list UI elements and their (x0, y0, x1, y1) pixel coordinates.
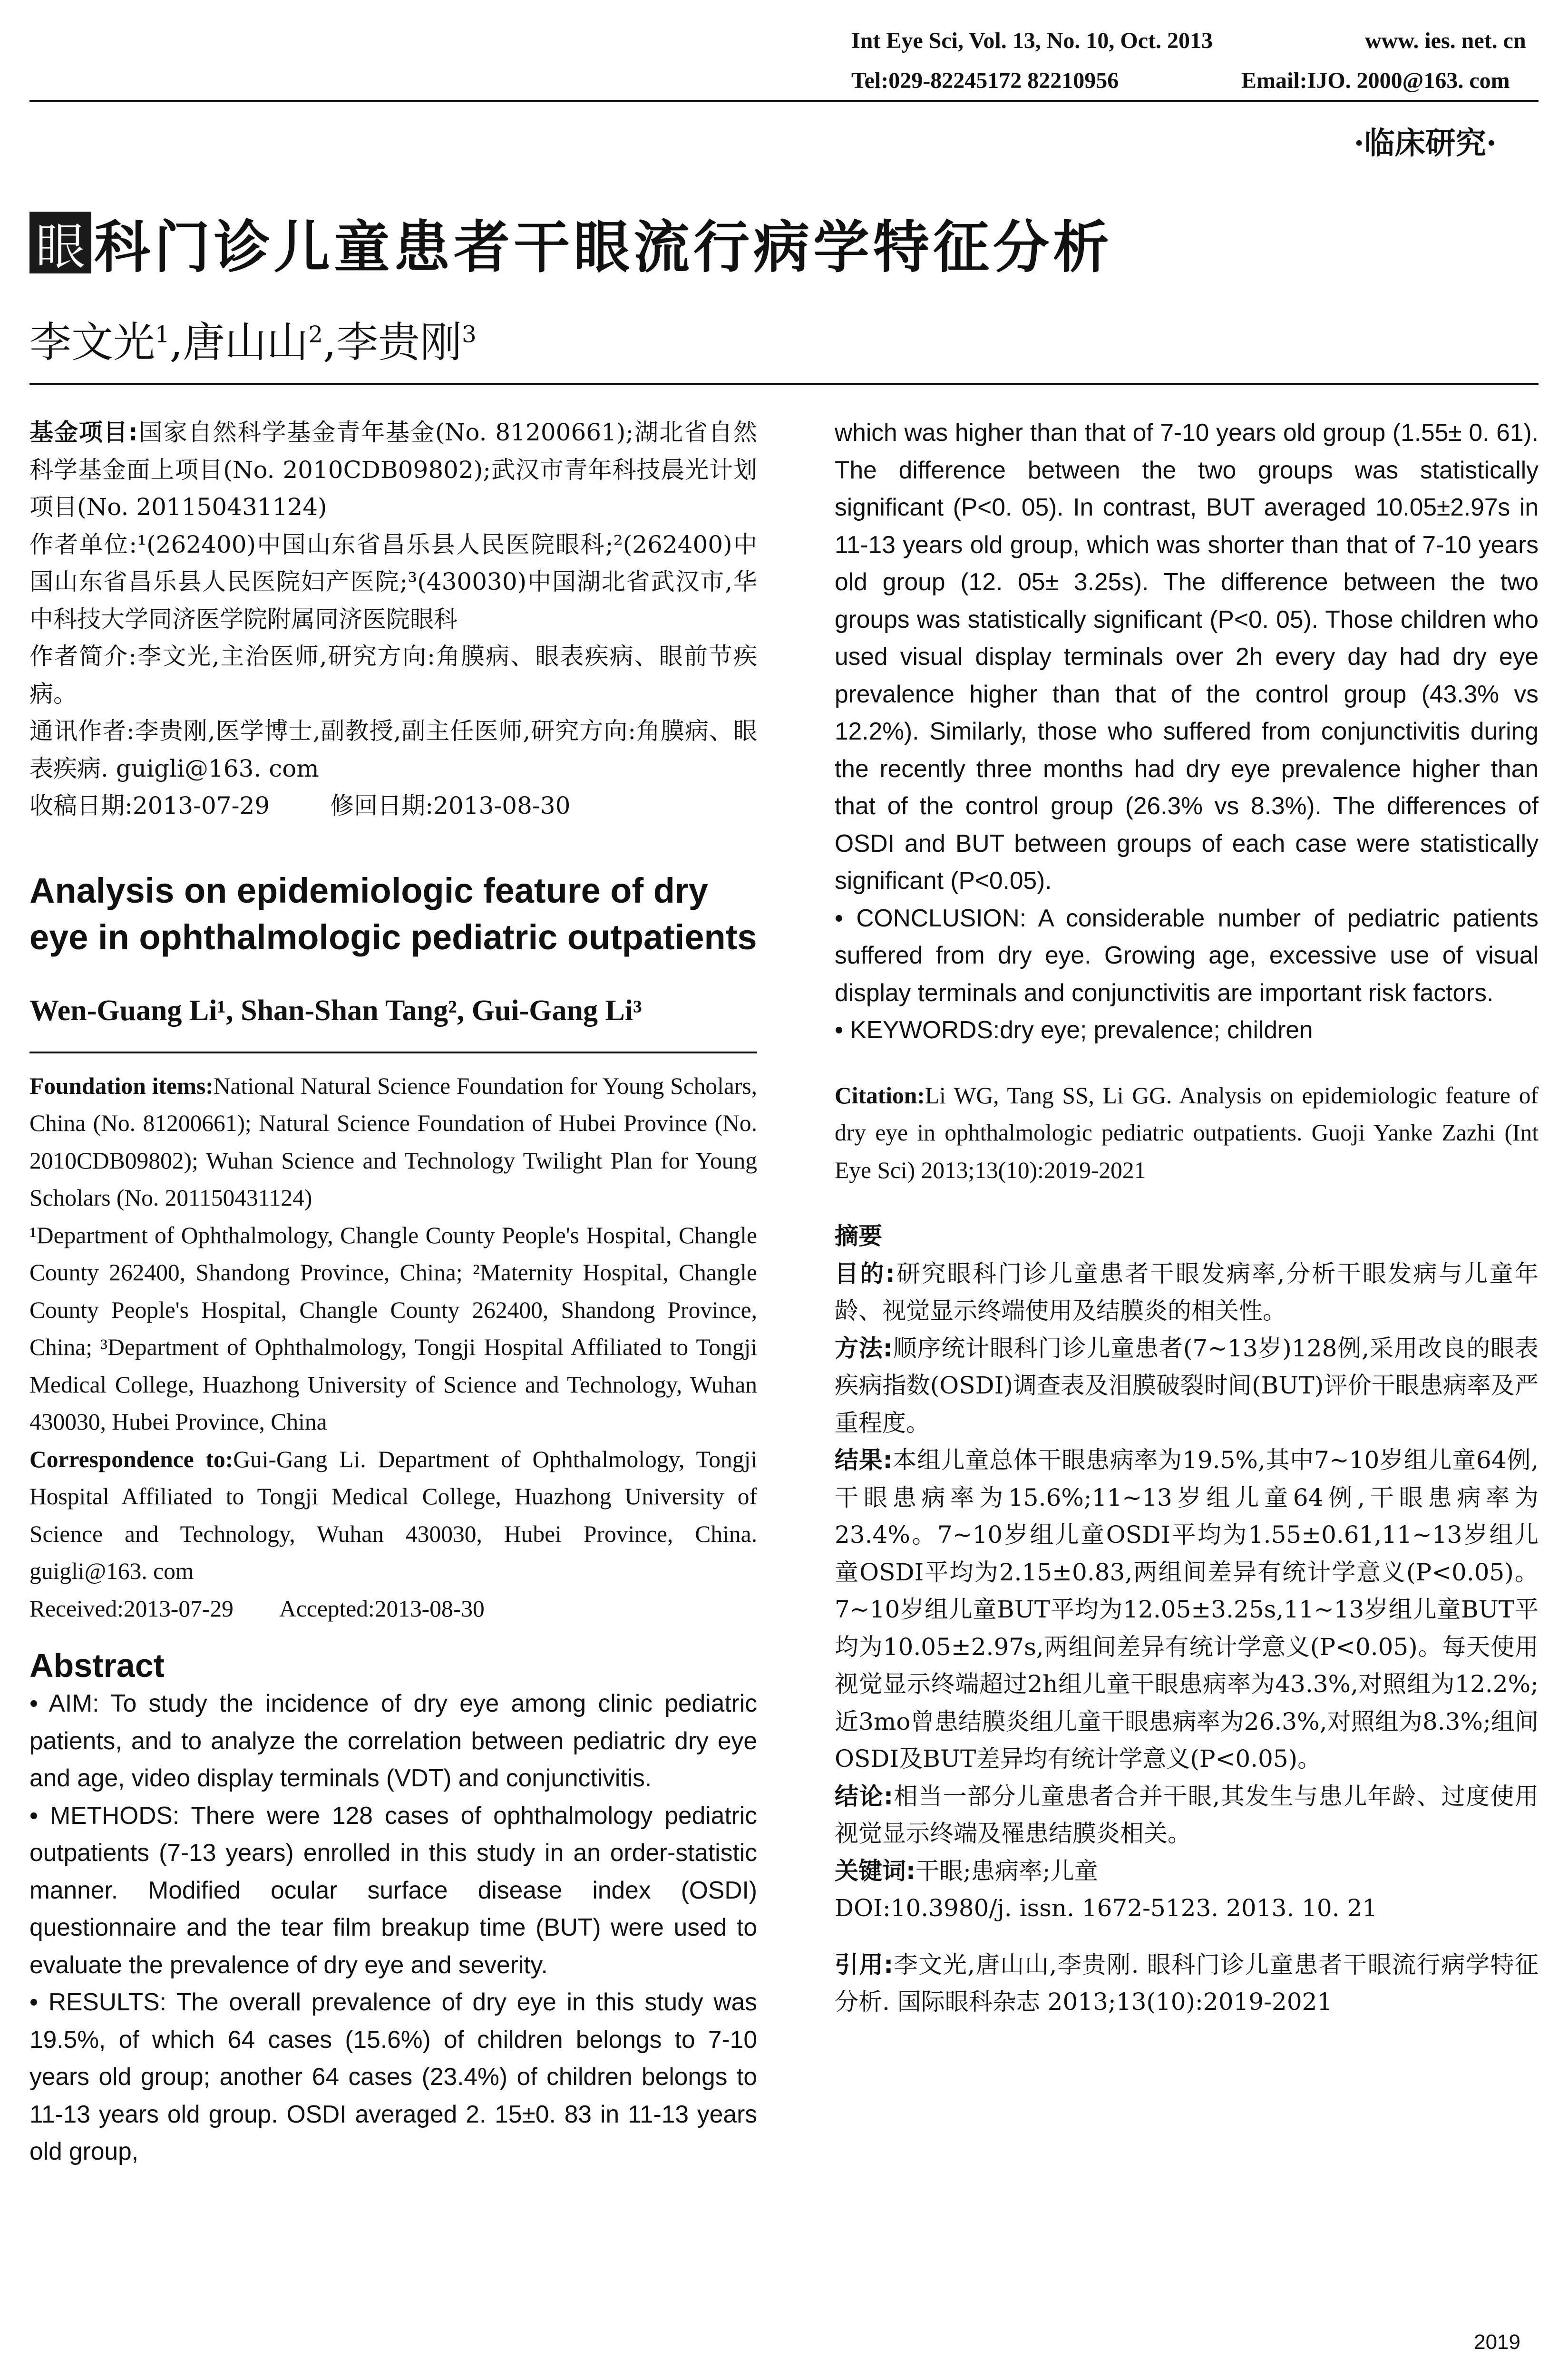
fund-label: 基金项目: (29, 419, 138, 446)
title-initial-box: 眼 (29, 212, 91, 273)
citation-en (835, 1077, 1539, 1189)
corresponding-cn: 通讯作者:李贵刚,医学博士,副教授,副主任医师,研究方向:角膜病、眼表疾病. guigli@163. com (29, 717, 757, 782)
abstract-keywords: • KEYWORDS:dry eye; prevalence; children (835, 1016, 1313, 1043)
abstract-heading: Abstract (29, 1647, 165, 1684)
cn-keywords (835, 1852, 1539, 1890)
cn-keywords-text: 干眼;患病率;儿童 (915, 1857, 1098, 1885)
fund-text: 国家自然科学基金青年基金(No. 81200661);湖北省自然科学基金面上项目(No. 2010CDB09802);武汉市青年科技晨光计划项目(No. 201150431124) (29, 419, 757, 521)
author-2: ,唐山山 (169, 318, 309, 367)
foundation-label: Foundation items: (29, 1072, 214, 1099)
correspondence (29, 1441, 757, 1590)
cn-methods (835, 1330, 1539, 1442)
page-number: 2019 (1474, 2330, 1520, 2354)
cn-citation-text: 李文光,唐山山,李贵刚. 眼科门诊儿童患者干眼流行病学特征分析. 国际眼科杂志 2013;13(10):2019-2021 (835, 1950, 1539, 2016)
cn-citation (835, 1946, 1539, 2021)
authors-chinese (29, 309, 477, 369)
abstract-conclusion: • CONCLUSION: A considerable number of pediatric patients suffered from dry eye. Growing age, excessive use of visual display terminals and conjunctivitis are important risk factors. (835, 904, 1539, 1006)
abstract-aim: • AIM: To study the incidence of dry eye among clinic pediatric patients, and to analyze the correlation between pediatric dry eye and age, video display terminals (VDT) and conjunctivitis. (29, 1689, 757, 1792)
right-column (835, 414, 1539, 2021)
author-3: ,李贵刚 (323, 318, 462, 367)
cn-conclusion-label: 结论: (835, 1782, 894, 1810)
author-1: 李文光 (29, 318, 156, 367)
journal-issue-line: Int Eye Sci, Vol. 13, No. 10, Oct. 2013 (851, 28, 1213, 53)
abstract-results: • RESULTS: The overall prevalence of dry eye in this study was 19.5%, of which 64 cases (15.6%) of children belongs to 7-10 years old group; another 64 cases (23.4%) of children belongs to 11-13 years old group. OSDI averaged 2. 15±0. 83 in 11-13 years old group, (29, 1988, 757, 2165)
journal-website: www. ies. net. cn (1365, 28, 1526, 53)
journal-email: Email:IJO. 2000@163. com (1241, 68, 1510, 93)
cn-citation-label: 引用: (835, 1950, 894, 1978)
foundation-items (29, 1068, 757, 1217)
cn-methods-text: 顺序统计眼科门诊儿童患者(7~13岁)128例,采用改良的眼表疾病指数(OSDI)调查表及泪膜破裂时间(BUT)评价干眼患病率及严重程度。 (835, 1334, 1539, 1437)
dates-cn: 收稿日期:2013-07-29 修回日期:2013-08-30 (29, 792, 571, 819)
correspondence-text: Gui-Gang Li. Department of Ophthalmology, Tongji Hospital Affiliated to Tongji Medical College, Huazhong University of Science and Technology, Wuhan 430030, Hubei Province, China. guigli@163. com (29, 1446, 757, 1584)
affiliation-cn: 作者单位:¹(262400)中国山东省昌乐县人民医院眼科;²(262400)中国山东省昌乐县人民医院妇产医院;³(430030)中国湖北省武汉市,华中科技大学同济医学院附属同济医院眼科 (29, 530, 757, 633)
correspondence-label: Correspondence to: (29, 1446, 234, 1472)
header-rule (29, 100, 1539, 102)
cn-results-text: 本组儿童总体干眼患病率为19.5%,其中7~10岁组儿童64例,干眼患病率为15.6%;11~13岁组儿童64例,干眼患病率为23.4%。7~10岁组儿童OSDI平均为1.55±0.61,11~13岁组儿童OSDI平均为2.15±0.83,两组间差异有统计学意义(P<0.05)。7~10岁组儿童BUT平均为12.05±3.25s,11~13岁组儿童BUT平均为10.05±2.97s,两组间差异有统计学意义(P<0.05)。每天使用视觉显示终端超过2h组儿童干眼患病率为43.3%,对照组为12.2%;近3mo曾患结膜炎组儿童干眼患病率为26.3%,对照组为8.3%;组间OSDI及BUT差异均有统计学意义(P<0.05)。 (835, 1446, 1539, 1773)
zy-heading: 摘要 (835, 1222, 882, 1250)
citation-text: Li WG, Tang SS, Li GG. Analysis on epidemiologic feature of dry eye in ophthalmologic pediatric outpatients. Guoji Yanke Zazhi (Int Eye Sci) 2013;13(10):2019-2021 (835, 1082, 1539, 1183)
chinese-abstract-heading (835, 1218, 1539, 1255)
title-rule (29, 383, 1539, 385)
cn-objective-label: 目的: (835, 1259, 895, 1287)
cn-conclusion (835, 1778, 1539, 1852)
cn-objective-text: 研究眼科门诊儿童患者干眼发病率,分析干眼发病与儿童年龄、视觉显示终端使用及结膜炎的相关性。 (835, 1259, 1539, 1325)
cn-objective (835, 1255, 1539, 1330)
title-text: 科门诊儿童患者干眼流行病学特征分析 (94, 214, 1113, 280)
dates-en: Received:2013-07-29 Accepted:2013-08-30 (29, 1595, 485, 1622)
foundation-text: National Natural Science Foundation for Young Scholars, China (No. 81200661); Natural Science Foundation of Hubei Province (No. 2010CDB09802); Wuhan Science and Technology Twilight Plan for Young Scholars (No. 201150431124) (29, 1072, 758, 1211)
left-column (29, 414, 757, 2170)
cn-methods-label: 方法: (835, 1334, 893, 1362)
author-2-affil: 2 (308, 321, 323, 348)
english-title: Analysis on epidemiologic feature of dry eye in ophthalmologic pediatric outpatients (29, 870, 757, 957)
cn-results-label: 结果: (835, 1446, 893, 1474)
journal-tel: Tel:029-82245172 82210956 (851, 68, 1119, 93)
fund-info (29, 414, 757, 526)
author-3-affil: 3 (462, 321, 477, 348)
affiliation-en: ¹Department of Ophthalmology, Changle County People's Hospital, Changle County 262400, Shandong Province, China; ²Maternity Hospital, Changle County People's Hospital, Changle County 262400, Shandong Province, China; ³Department of Ophthalmology, Tongji Hospital Affiliated to Tongji Medical College, Huazhong University of Science and Technology, Wuhan 430030, Hubei Province, China (29, 1222, 757, 1435)
journal-header (0, 0, 1568, 109)
english-authors: Wen-Guang Li¹, Shan-Shan Tang², Gui-Gang Li³ (29, 994, 642, 1027)
cn-keywords-label: 关键词: (835, 1857, 915, 1885)
section-label: ·临床研究· (1354, 126, 1497, 161)
doi: DOI:10.3980/j. issn. 1672-5123. 2013. 10. 21 (835, 1894, 1378, 1922)
abstract-methods: • METHODS: There were 128 cases of ophthalmology pediatric outpatients (7-13 years) enrolled in this study in an order-statistic manner. Modified ocular surface disease index (OSDI) questionnaire and the tear film breakup time (BUT) were used to evaluate the prevalence of dry eye and severity. (29, 1801, 757, 1978)
article-title (29, 200, 1504, 285)
author-bio: 作者简介:李文光,主治医师,研究方向:角膜病、眼表疾病、眼前节疾病。 (29, 643, 757, 708)
author-1-affil: 1 (155, 321, 170, 348)
cn-results (835, 1442, 1539, 1778)
citation-label: Citation: (835, 1082, 925, 1109)
cn-conclusion-text: 相当一部分儿童患者合并干眼,其发生与患儿年龄、过度使用视觉显示终端及罹患结膜炎相关。 (835, 1782, 1539, 1847)
abstract-results-continued: which was higher than that of 7-10 years old group (1.55± 0. 61). The difference between the two groups was statistically significant (P<0. 05). In contrast, BUT averaged 10.05±2.97s in 11-13 years old group, which was shorter than that of 7-10 years old group (12. 05± 3.25s). The difference between the two groups was statistically significant (P<0. 05). Those children who used visual display terminals over 2h every day had dry eye prevalence higher than that of the control group (43.3% vs 12.2%). Similarly, those who suffered from conjunctivitis during the recently three months had dry eye prevalence higher than that of the control group (26.3% vs 8.3%). The differences of OSDI and BUT between groups of each case were statistically significant (P<0.05). (835, 419, 1539, 894)
